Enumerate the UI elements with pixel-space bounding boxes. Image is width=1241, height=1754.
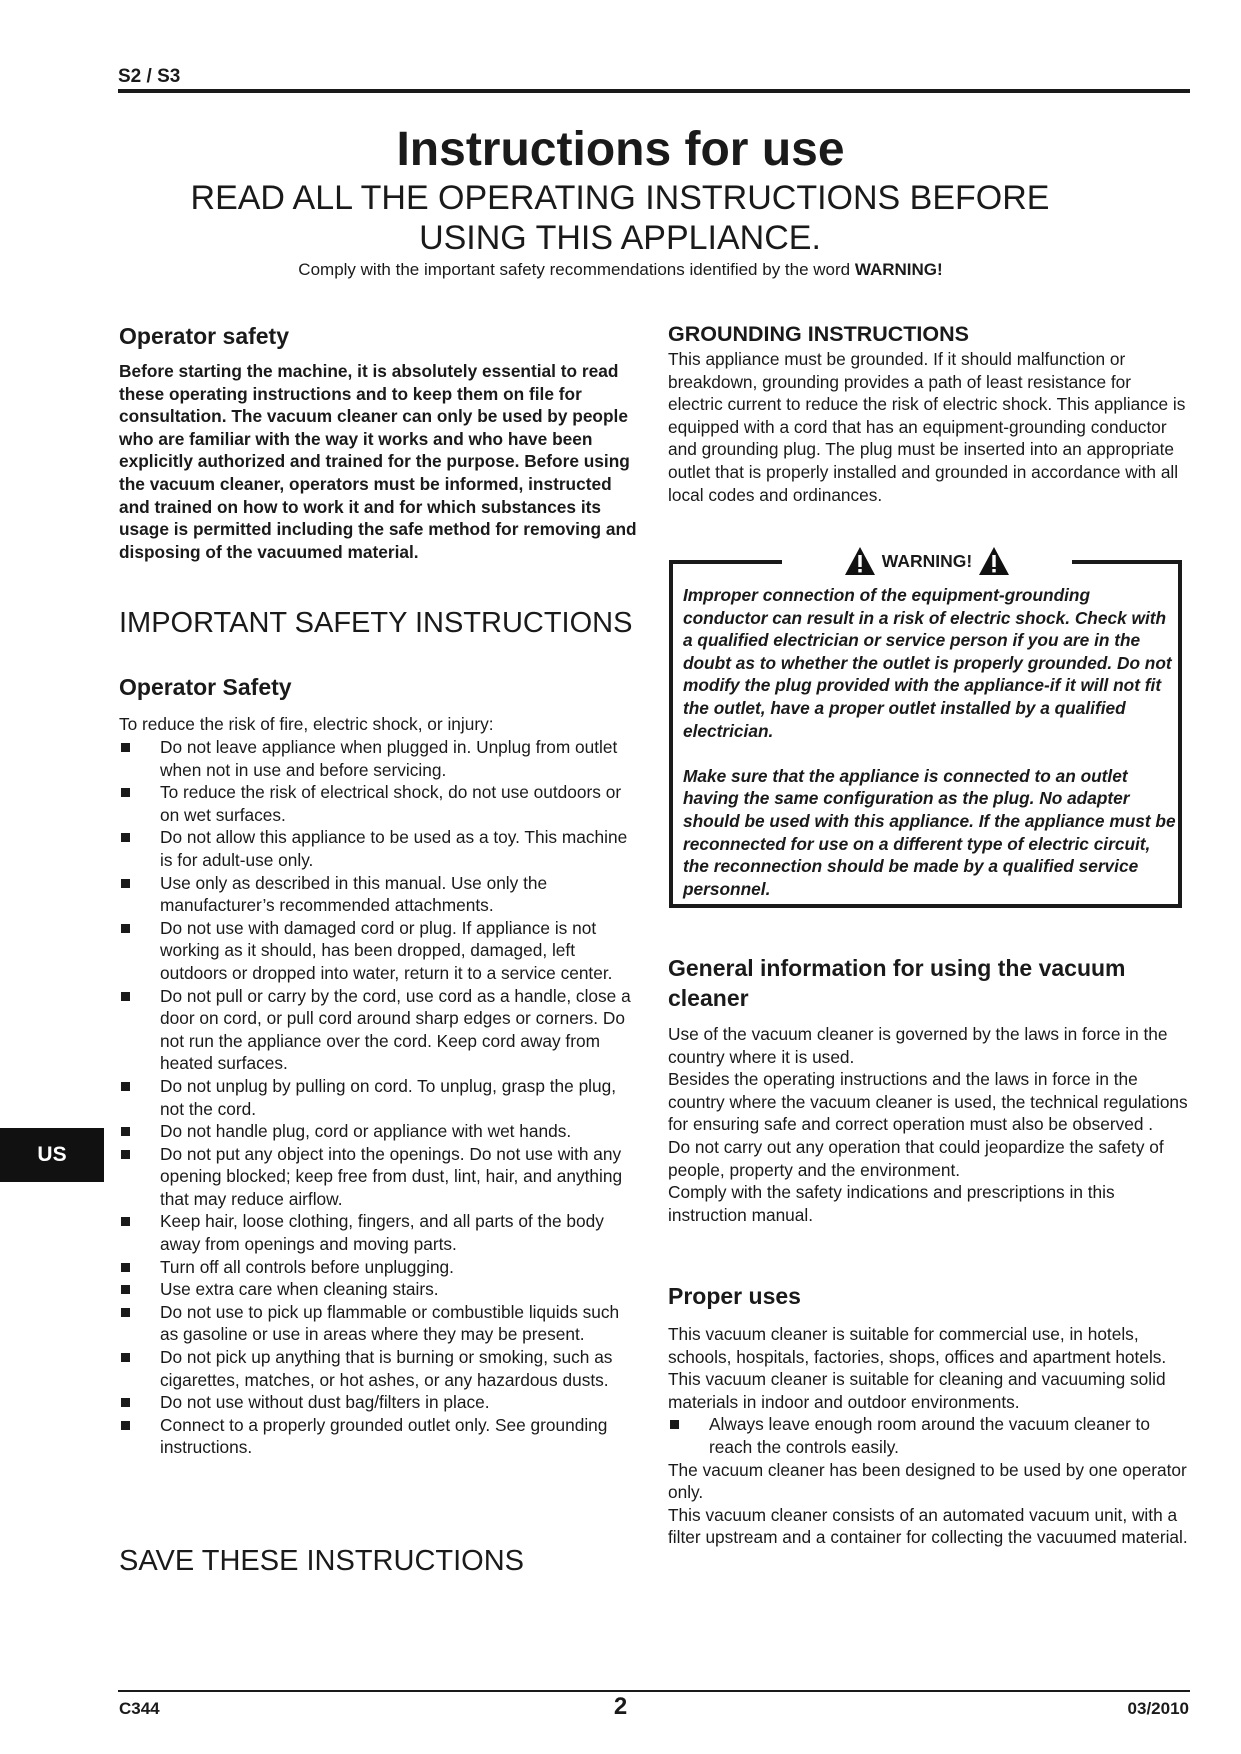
warning-triangle-icon [978, 546, 1010, 576]
bullet-square-icon [121, 1308, 130, 1317]
bullet-text: Do not handle plug, cord or appliance with wet hands. [160, 1121, 572, 1142]
list-item [119, 1075, 639, 1120]
warning-paragraph-1: Improper connection of the equipment-grounding conductor can result in a risk of electric shock. Check with a qualified electrician or service person if you are in the doubt as to whether the outlet is properly grounded. Do not modify the plug provided with the appliance-if it will not fit the outlet, have a proper outlet installed by a qualified electrician. [683, 585, 1172, 741]
proper-uses-paragraph-1: This vacuum cleaner is suitable for commercial use, in hotels, schools, hospitals, factories, shops, offices and apartment hotels. [668, 1324, 1167, 1367]
bullet-square-icon [121, 1421, 130, 1430]
bullet-text: Do not pick up anything that is burning or smoking, such as cigarettes, matches, or hot ashes, or any hazardous dusts. [160, 1347, 613, 1390]
bullet-square-icon [121, 1263, 130, 1272]
bullet-text: Do not put any object into the openings. Do not use with any opening blocked; keep free from dust, lint, hair, and anything that may reduce airflow. [160, 1143, 623, 1209]
list-item [119, 872, 639, 917]
bullet-text: Keep hair, loose clothing, fingers, and all parts of the body away from openings and moving parts. [160, 1211, 604, 1255]
list-item [119, 736, 639, 781]
bullet-square-icon [121, 924, 130, 933]
warning-header [782, 540, 1072, 582]
operator-safety-2-heading: Operator Safety [119, 674, 292, 700]
bullet-square-icon [121, 1150, 130, 1159]
header-rule [118, 89, 1190, 93]
warning-label: WARNING! [881, 550, 973, 571]
general-line-3: Do not carry out any operation that could jeopardize the safety of people, property and the environment. [668, 1136, 1164, 1180]
general-info-heading: General information for using the vacuum cleaner [668, 955, 1126, 1011]
list-item [119, 1120, 639, 1143]
list-item [119, 1210, 639, 1255]
bullet-square-icon [121, 833, 130, 842]
bullet-text: Do not pull or carry by the cord, use cord as a handle, close a door on cord, or pull cord around sharp edges or corners. Do not run the appliance over the cord. Keep cord away from heated surfaces. [160, 985, 631, 1074]
comply-note [0, 260, 1241, 280]
list-item [119, 781, 639, 826]
important-safety-heading: IMPORTANT SAFETY INSTRUCTIONS [119, 607, 633, 639]
bullet-square-icon [121, 879, 130, 888]
list-item [119, 917, 639, 985]
list-item [119, 1278, 639, 1301]
comply-keyword: WARNING! [854, 260, 943, 279]
general-line-2: Besides the operating instructions and the laws in force in the country where the vacuum cleaner is used, the technical regulations for ensuring safe and correct operation must also be observed . [668, 1069, 1188, 1135]
proper-uses-heading: Proper uses [668, 1283, 801, 1309]
operator-safety-text: Before starting the machine, it is absolutely essential to read these operating instructions and to keep them on file for consultation. The vacuum cleaner can only be used by people who are familiar with the way it works and who have been explicitly authorized and trained for the purpose. Before using the vacuum cleaner, operators must be informed, instructed and trained on how to work it and for which substances its usage is permitted including the safe method for removing and disposing of the vacuumed material. [119, 361, 637, 562]
bullet-square-icon [670, 1420, 679, 1429]
bullet-text: Do not leave appliance when plugged in. Unplug from outlet when not in use and before servicing. [160, 737, 618, 780]
warning-text [683, 584, 1177, 900]
list-item [119, 1256, 639, 1279]
bullet-square-icon [121, 1127, 130, 1136]
bullet-text: Use extra care when cleaning stairs. [160, 1279, 439, 1300]
language-tab: US [0, 1128, 104, 1182]
list-item [119, 1301, 639, 1346]
bullet-square-icon [121, 992, 130, 1001]
footer-rule [118, 1690, 1190, 1692]
warning-triangle-icon [844, 546, 876, 576]
grounding-heading: GROUNDING INSTRUCTIONS [668, 322, 969, 346]
bullet-square-icon [121, 1082, 130, 1091]
bullet-text: Do not unplug by pulling on cord. To unplug, grasp the plug, not the cord. [160, 1075, 617, 1119]
bullet-text: Use only as described in this manual. Use only the manufacturer’s recommended attachments. [160, 872, 548, 916]
page-number: 2 [613, 1693, 628, 1720]
comply-text: Comply with the important safety recommendations identified by the word [298, 260, 851, 279]
save-instructions-heading: SAVE THESE INSTRUCTIONS [119, 1545, 524, 1577]
page-subtitle: READ ALL THE OPERATING INSTRUCTIONS BEFORE USING THIS APPLIANCE. [190, 179, 1050, 257]
general-line-4: Comply with the safety indications and prescriptions in this instruction manual. [668, 1182, 1115, 1225]
bullet-square-icon [121, 743, 130, 752]
proper-uses-paragraph-4: This vacuum cleaner consists of an automated vacuum unit, with a filter upstream and a container for collecting the vacuumed material. [668, 1504, 1188, 1548]
bullet-text: Do not use without dust bag/filters in place. [160, 1392, 490, 1413]
list-item [119, 1391, 639, 1414]
bullet-text: Connect to a properly grounded outlet only. See grounding instructions. [160, 1414, 608, 1458]
safety-intro: To reduce the risk of fire, electric shock, or injury: [119, 714, 494, 734]
grounding-text: This appliance must be grounded. If it should malfunction or breakdown, grounding provides a path of least resistance for electric current to reduce the risk of electric shock. This appliance is equipped with a cord that has an equipment-grounding conductor and grounding plug. The plug must be inserted into an appropriate outlet that is properly installed and grounded in accordance with all local codes and ordinances. [668, 349, 1186, 505]
bullet-square-icon [121, 1285, 130, 1294]
bullet-text: Do not use to pick up flammable or combustible liquids such as gasoline or use in areas where they may be present. [160, 1301, 620, 1345]
operator-safety-heading: Operator safety [119, 323, 290, 349]
list-item [668, 1413, 1190, 1458]
proper-uses-text [668, 1323, 1190, 1549]
general-info-text [668, 1023, 1190, 1226]
list-item [119, 1143, 639, 1211]
general-line-1: Use of the vacuum cleaner is governed by the laws in force in the country where it is used. [668, 1024, 1168, 1067]
list-item [119, 1346, 639, 1391]
proper-uses-bullet-list [668, 1413, 1190, 1458]
safety-bullet-list [119, 736, 639, 1459]
list-item [119, 985, 639, 1075]
bullet-square-icon [121, 1398, 130, 1407]
bullet-square-icon [121, 1353, 130, 1362]
bullet-text: To reduce the risk of electrical shock, do not use outdoors or on wet surfaces. [160, 782, 622, 825]
proper-uses-paragraph-2: This vacuum cleaner is suitable for cleaning and vacuuming solid materials in indoor and outdoor environments. [668, 1369, 1166, 1412]
bullet-text: Do not allow this appliance to be used as a toy. This machine is for adult-use only. [160, 827, 628, 870]
proper-uses-paragraph-3: The vacuum cleaner has been designed to be used by one operator only. [668, 1459, 1187, 1503]
list-item [119, 826, 639, 871]
bullet-text: Turn off all controls before unplugging. [160, 1256, 454, 1277]
bullet-text: Do not use with damaged cord or plug. If appliance is not working as it should, has been dropped, damaged, left outdoors or dropped into water, return it to a service center. [160, 917, 613, 983]
bullet-square-icon [121, 1217, 130, 1226]
bullet-square-icon [121, 788, 130, 797]
document-date: 03/2010 [1127, 1699, 1189, 1718]
bullet-text: Always leave enough room around the vacuum cleaner to reach the controls easily. [709, 1414, 1150, 1457]
list-item [119, 1414, 639, 1459]
warning-paragraph-2: Make sure that the appliance is connected to an outlet having the same configuration as the plug. No adapter should be used with this appliance. If the appliance must be reconnected for use on a different type of electric circuit, the reconnection should be made by a qualified service personnel. [683, 765, 1176, 899]
model-label: S2 / S3 [118, 66, 181, 87]
document-code: C344 [119, 1699, 160, 1718]
page-title: Instructions for use [396, 123, 845, 176]
